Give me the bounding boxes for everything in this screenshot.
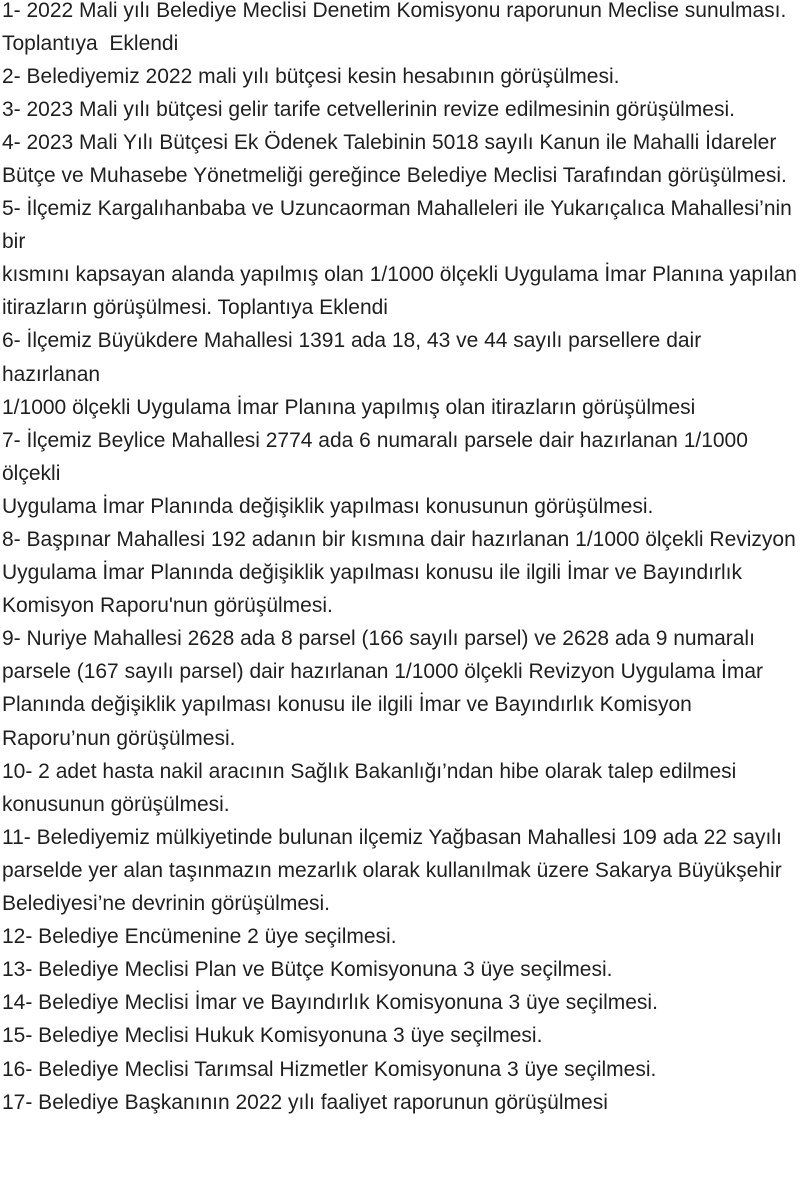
- document-line: 4- 2023 Mali Yılı Bütçesi Ek Ödenek Talebinin 5018 sayılı Kanun ile Mahalli İdareler: [2, 130, 777, 154]
- document-line: 10- 2 adet hasta nakil aracının Sağlık Bakanlığı’ndan hibe olarak talep edilmesi: [2, 759, 737, 783]
- document-line: 6- İlçemiz Büyükdere Mahallesi 1391 ada 18, 43 ve 44 sayılı parsellere dair: [2, 329, 702, 353]
- document-line: 5- İlçemiz Kargalıhanbaba ve Uzuncaorman Mahalleleri ile Yukarıçalıca Mahallesi’nin: [2, 197, 792, 221]
- document-line: itirazların görüşülmesi. Toplantıya Eklendi: [2, 296, 388, 320]
- document-line: parselde yer alan taşınmazın mezarlık olarak kullanılmak üzere Sakarya Büyükşehir: [2, 858, 782, 882]
- document-line: 9- Nuriye Mahallesi 2628 ada 8 parsel (166 sayılı parsel) ve 2628 ada 9 numaralı: [2, 627, 755, 651]
- document-line: 15- Belediye Meclisi Hukuk Komisyonuna 3 üye seçilmesi.: [2, 1024, 543, 1048]
- document-line: hazırlanan: [2, 362, 101, 386]
- document-line: Belediyesi’ne devrinin görüşülmesi.: [2, 892, 331, 916]
- document-line: ölçekli: [2, 461, 61, 485]
- document-line: 1/1000 ölçekli Uygulama İmar Planına yapılmış olan itirazların görüşülmesi: [2, 395, 696, 419]
- document-line: Bütçe ve Muhasebe Yönetmeliği gereğince Belediye Meclisi Tarafından görüşülmesi.: [2, 163, 787, 187]
- document-line: konusunun görüşülmesi.: [2, 792, 230, 816]
- document-line: Uygulama İmar Planında değişiklik yapılması konusunun görüşülmesi.: [2, 494, 654, 518]
- document-line: Raporu’nun görüşülmesi.: [2, 726, 236, 750]
- document-line: 14- Belediye Meclisi İmar ve Bayındırlık Komisyonuna 3 üye seçilmesi.: [2, 991, 658, 1015]
- document-line: 2- Belediyemiz 2022 mali yılı bütçesi kesin hesabının görüşülmesi.: [2, 64, 620, 88]
- agenda-lines: [2, 0, 800, 1119]
- document-line: 13- Belediye Meclisi Plan ve Bütçe Komisyonuna 3 üye seçilmesi.: [2, 958, 613, 982]
- document-line: kısmını kapsayan alanda yapılmış olan 1/1000 ölçekli Uygulama İmar Planına yapılan: [2, 263, 797, 287]
- document-line: Uygulama İmar Planında değişiklik yapılması konusu ile ilgili İmar ve Bayındırlık: [2, 561, 742, 585]
- document-line: 11- Belediyemiz mülkiyetinde bulunan ilçemiz Yağbasan Mahallesi 109 ada 22 sayılı: [2, 825, 782, 849]
- document-line: 3- 2023 Mali yılı bütçesi gelir tarife cetvellerinin revize edilmesinin görüşülmesi.: [2, 97, 735, 121]
- document-line: Toplantıya Eklendi: [2, 31, 179, 55]
- document-line: Komisyon Raporu'nun görüşülmesi.: [2, 594, 333, 618]
- document-line: Planında değişiklik yapılması konusu ile ilgili İmar ve Bayındırlık Komisyon: [2, 693, 692, 717]
- document-line: 17- Belediye Başkanının 2022 yılı faaliyet raporunun görüşülmesi: [2, 1090, 608, 1114]
- document-line: 8- Başpınar Mahallesi 192 adanın bir kısmına dair hazırlanan 1/1000 ölçekli Revizyon: [2, 528, 796, 551]
- document-line: parsele (167 sayılı parsel) dair hazırlanan 1/1000 ölçekli Revizyon Uygulama İmar: [2, 660, 764, 684]
- document-line: 12- Belediye Encümenine 2 üye seçilmesi.: [2, 925, 397, 949]
- document-line: 1- 2022 Mali yılı Belediye Meclisi Denetim Komisyonu raporunun Meclise sunulması.: [2, 0, 787, 22]
- document-line: 7- İlçemiz Beylice Mahallesi 2774 ada 6 numaralı parsele dair hazırlanan 1/1000: [2, 428, 748, 452]
- document-line: bir: [2, 230, 26, 254]
- document-line: 16- Belediye Meclisi Tarımsal Hizmetler Komisyonuna 3 üye seçilmesi.: [2, 1057, 657, 1081]
